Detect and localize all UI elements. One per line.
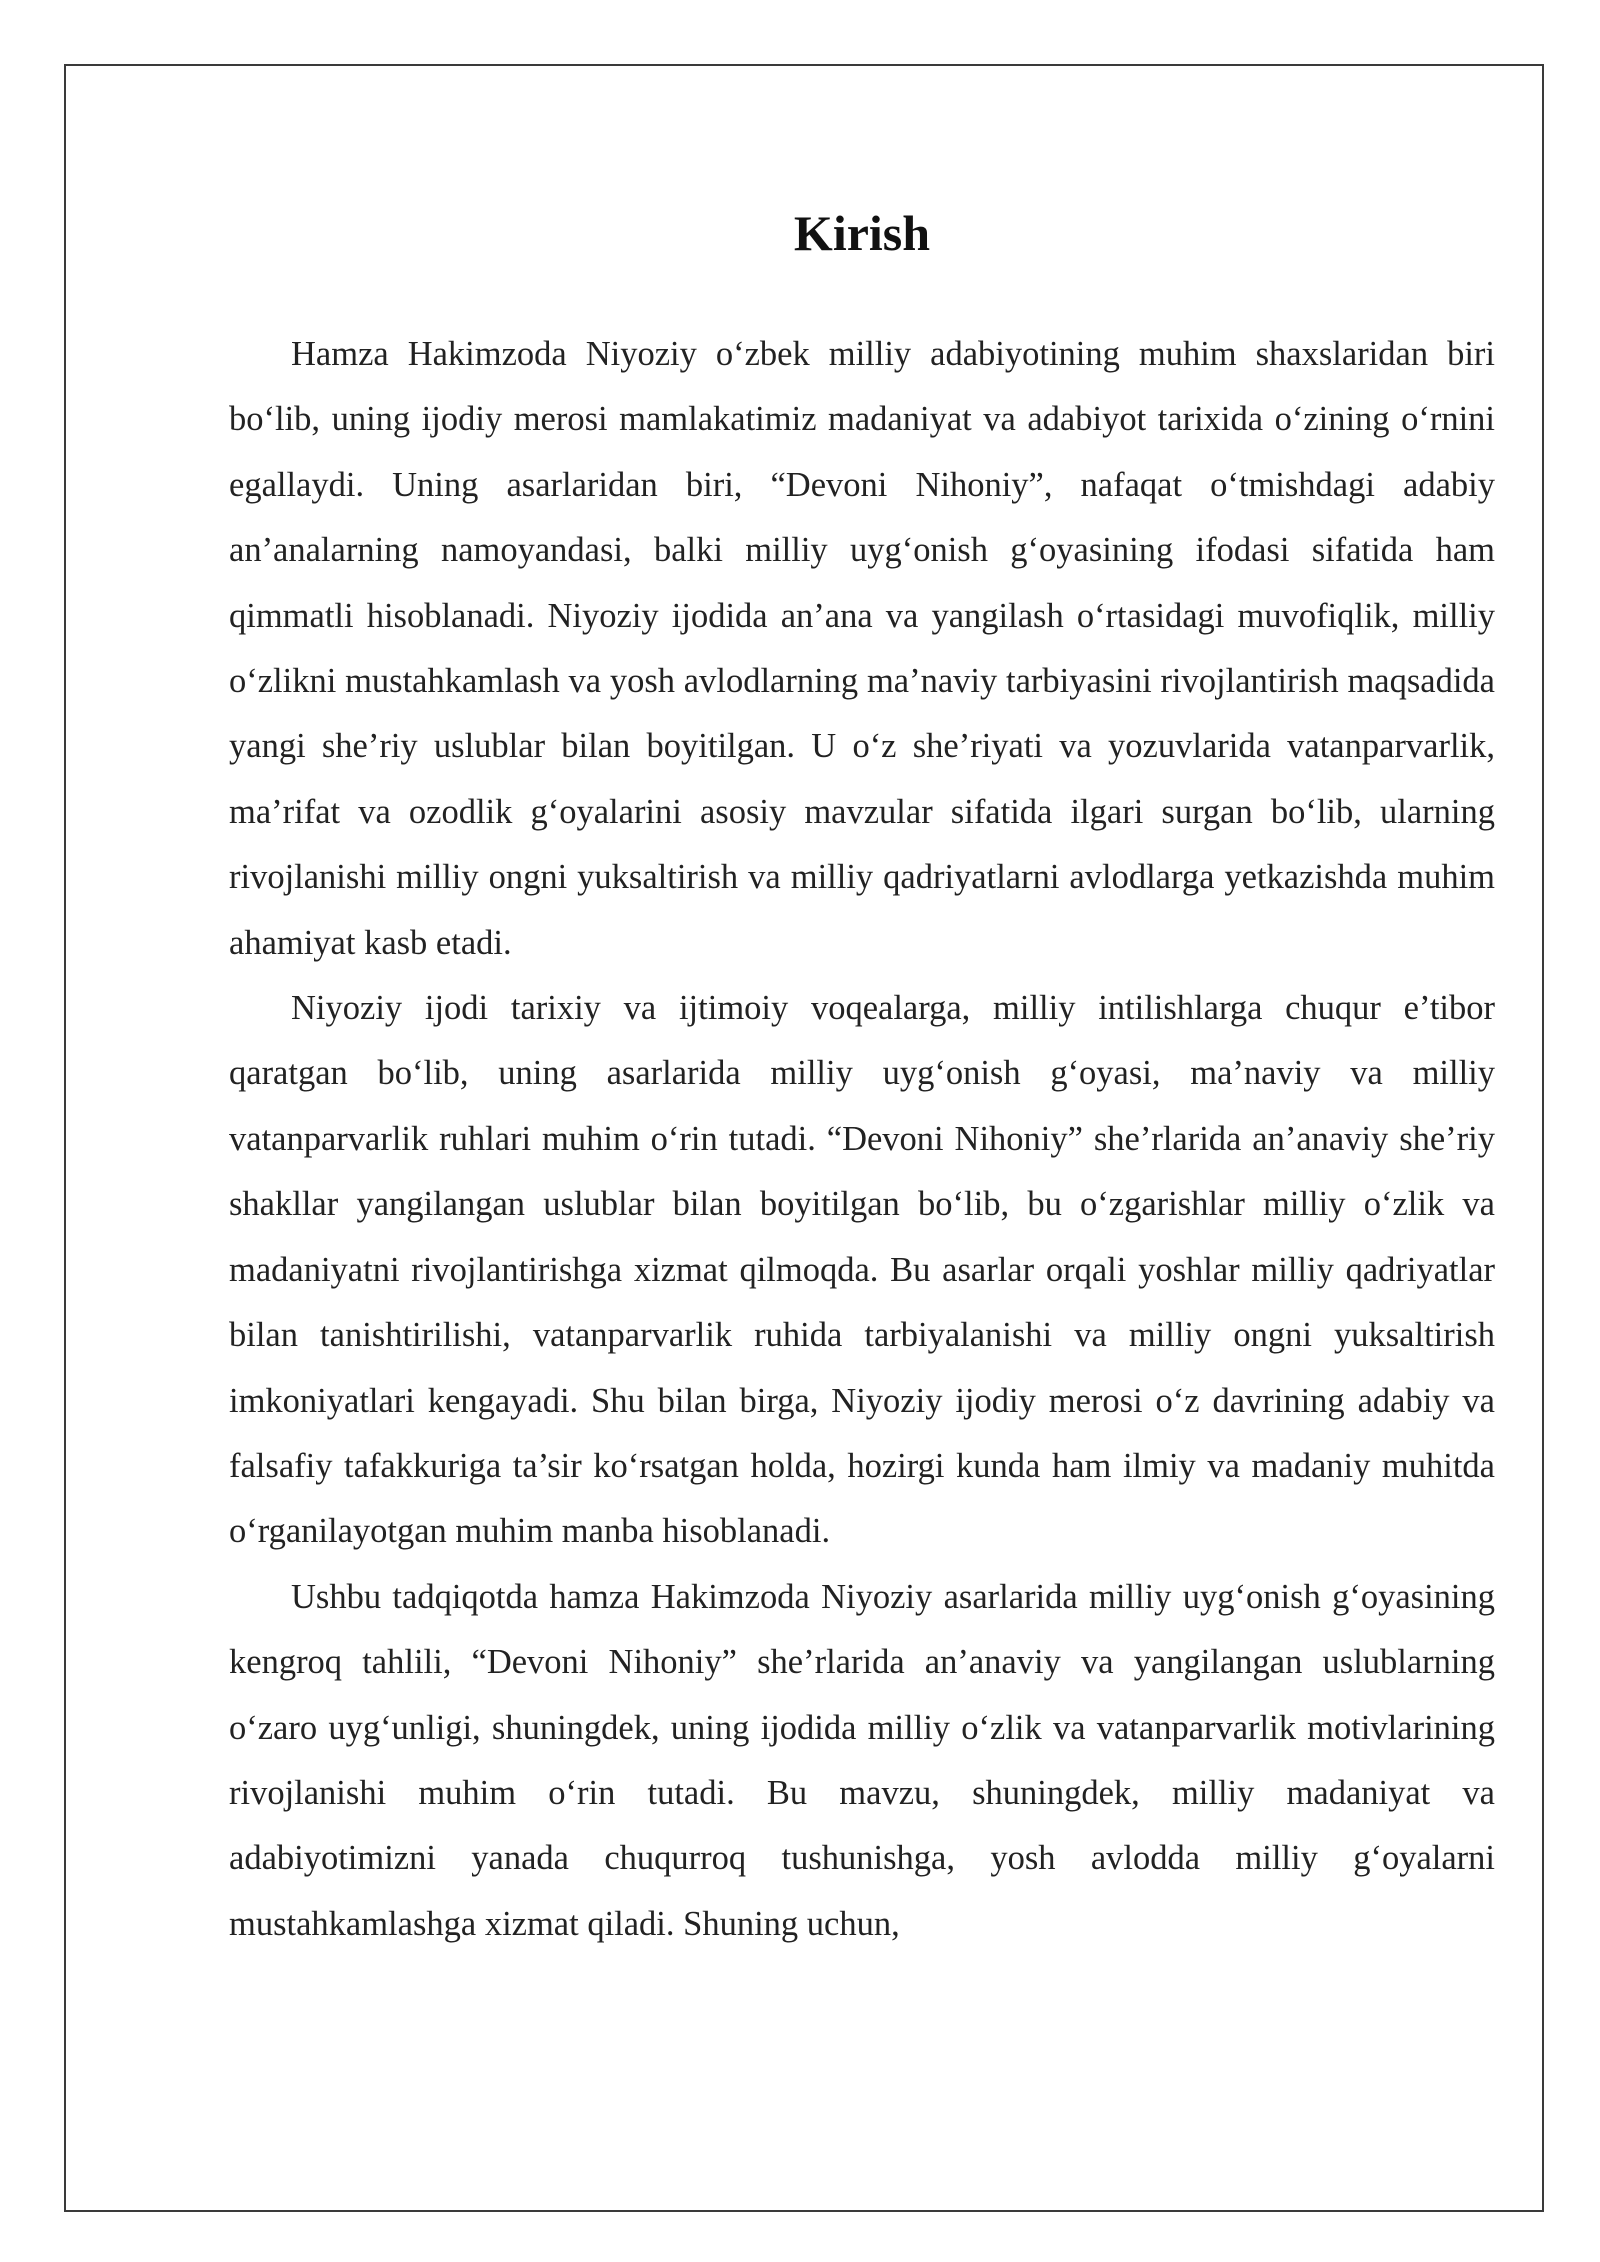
paragraph-1: Hamza Hakimzoda Niyoziy o‘zbek milliy adabiyotining muhim shaxslaridan biri bo‘lib, uning ijodiy merosi mamlakatimiz madaniyat va adabiyot tarixida o‘zining o‘rnini egallaydi. Uning asarlaridan biri, “Devoni Nihoniy”, nafaqat o‘tmishdagi adabiy an’analarning namoyandasi, balki milliy uyg‘onish g‘oyasining ifodasi sifatida ham qimmatli hisoblanadi. Niyoziy ijodida an’ana va yangilash o‘rtasidagi muvofiqlik, milliy o‘zlikni mustahkamlash va yosh avlodlarning ma’naviy tarbiyasini rivojlantirish maqsadida yangi she’riy uslublar bilan boyitilgan. U o‘z she’riyati va yozuvlarida vatanparvarlik, ma’rifat va ozodlik g‘oyalarini asosiy mavzular sifatida ilgari surgan bo‘lib, ularning rivojlanishi milliy ongni yuksaltirish va milliy qadriyatlarni avlodlarga yetkazishda muhim ahamiyat kasb etadi. bbox=[229, 335, 1495, 962]
paragraph-3: Ushbu tadqiqotda hamza Hakimzoda Niyoziy asarlarida milliy uyg‘onish g‘oyasining kengroq tahlili, “Devoni Nihoniy” she’rlarida an’anaviy va yangilangan uslublarning o‘zaro uyg‘unligi, shuningdek, uning ijodida milliy o‘zlik va vatanparvarlik motivlarining rivojlanishi muhim o‘rin tutadi. Bu mavzu, shuningdek, milliy madaniyat va adabiyotimizni yanada chuqurroq tushunishga, yosh avlodda milliy g‘oyalarni mustahkamlashga xizmat qiladi. Shuning uchun, bbox=[229, 1577, 1495, 1943]
paragraph-2: Niyoziy ijodi tarixiy va ijtimoiy voqealarga, milliy intilishlarga chuqur e’tibor qaratgan bo‘lib, uning asarlarida milliy uyg‘onish g‘oyasi, ma’naviy va milliy vatanparvarlik ruhlari muhim o‘rin tutadi. “Devoni Nihoniy” she’rlarida an’anaviy she’riy shakllar yangilangan uslublar bilan boyitilgan bo‘lib, bu o‘zgarishlar milliy o‘zlik va madaniyatni rivojlantirishga xizmat qilmoqda. Bu asarlar orqali yoshlar milliy qadriyatlar bilan tanishtirilishi, vatanparvarlik ruhida tarbiyalanishi va milliy ongni yuksaltirish imkoniyatlari kengayadi. Shu bilan birga, Niyoziy ijodiy merosi o‘z davrining adabiy va falsafiy tafakkuriga ta’sir ko‘rsatgan holda, hozirgi kunda ham ilmiy va madaniy muhitda o‘rganilayotgan muhim manba hisoblanadi. bbox=[229, 989, 1495, 1551]
document-body bbox=[229, 190, 1495, 1957]
page-title: Kirish bbox=[793, 205, 931, 261]
